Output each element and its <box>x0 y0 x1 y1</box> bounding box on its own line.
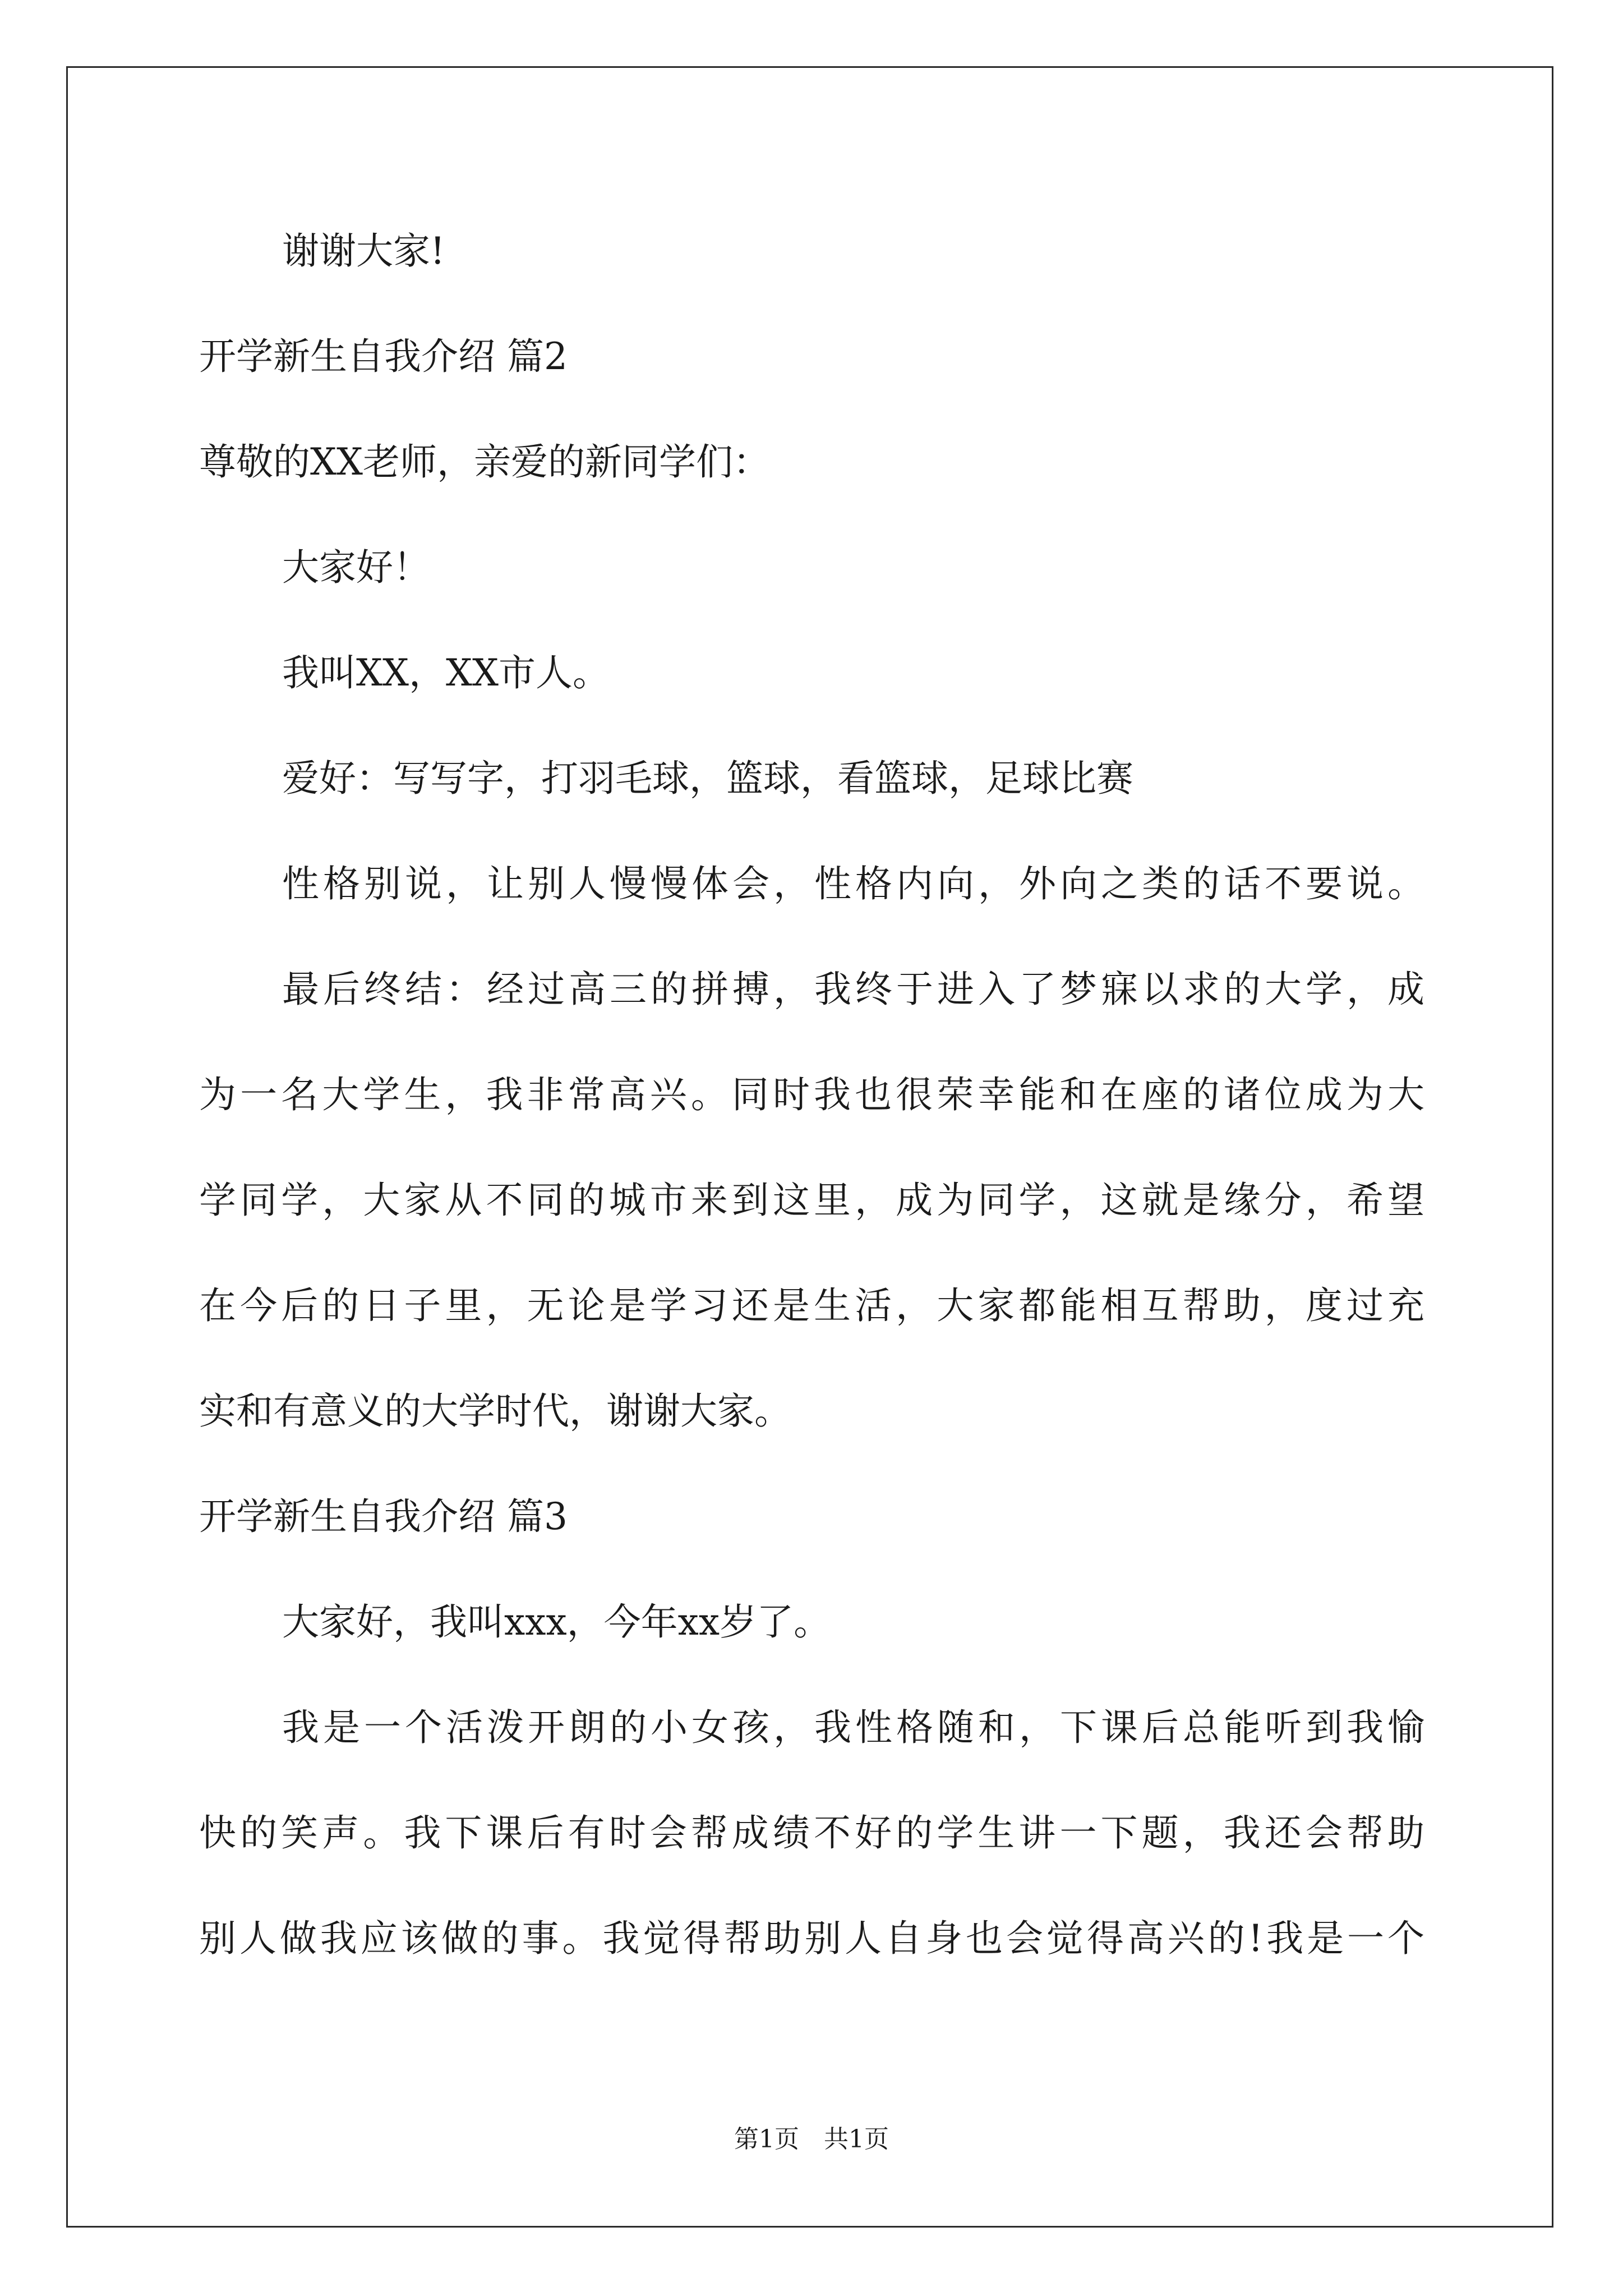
paragraph-line: 性格别说，让别人慢慢体会，性格内向，外向之类的话不要说。 <box>282 862 1424 905</box>
paragraph-line: 快的笑声。我下课后有时会帮成绩不好的学生讲一下题，我还会帮助 <box>199 1811 1424 1855</box>
paragraph-line: 为一名大学生，我非常高兴。同时我也很荣幸能和在座的诸位成为大 <box>199 1073 1424 1116</box>
paragraph-line: 在今后的日子里，无论是学习还是生活，大家都能相互帮助，度过充 <box>199 1284 1424 1327</box>
paragraph-line: 别人做我应该做的事。我觉得帮助别人自身也会觉得高兴的!我是一个 <box>199 1917 1424 1960</box>
section-heading: 开学新生自我介绍 篇2 <box>199 335 568 378</box>
paragraph-line: 最后终结：经过高三的拼搏，我终于进入了梦寐以求的大学，成 <box>282 968 1424 1011</box>
paragraph-line: 谢谢大家! <box>282 229 445 273</box>
paragraph-line: 我叫XX，XX市人。 <box>282 651 610 694</box>
paragraph-line: 实和有意义的大学时代，谢谢大家。 <box>199 1389 791 1433</box>
section-heading: 开学新生自我介绍 篇3 <box>199 1495 568 1538</box>
paragraph-line: 我是一个活泼开朗的小女孩，我性格随和，下课后总能听到我愉 <box>282 1706 1424 1749</box>
paragraph-line: 大家好，我叫xxx，今年xx岁了。 <box>282 1600 831 1644</box>
paragraph-line: 尊敬的XX老师，亲爱的新同学们： <box>199 440 770 484</box>
page-footer: 第1页 共1页 <box>734 2125 889 2154</box>
page-border <box>66 66 1553 2228</box>
paragraph-line: 爱好：写写字，打羽毛球，篮球，看篮球，足球比赛 <box>282 757 1133 800</box>
paragraph-line: 学同学，大家从不同的城市来到这里，成为同学，这就是缘分，希望 <box>199 1179 1424 1222</box>
paragraph-line: 大家好！ <box>282 546 430 589</box>
